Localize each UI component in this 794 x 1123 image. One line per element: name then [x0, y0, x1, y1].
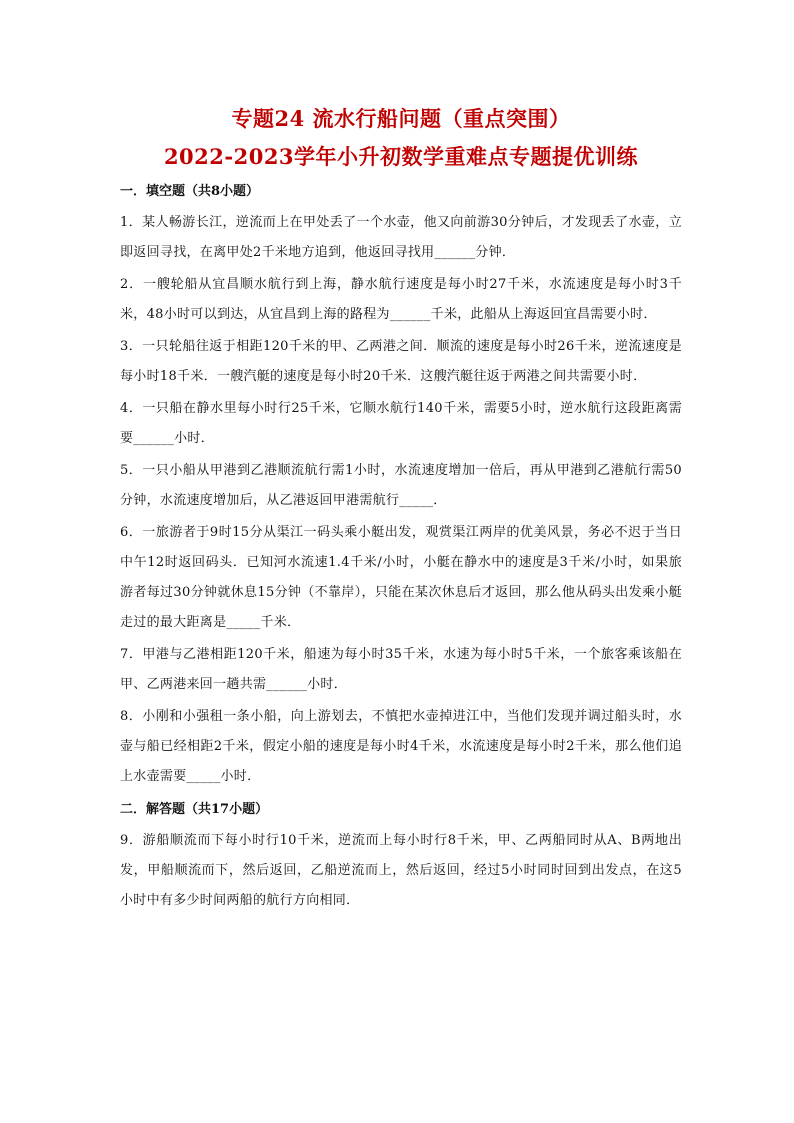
question-6: 6．一旅游者于9时15分从渠江一码头乘小艇出发，观赏渠江两岸的优美风景，务必不迟于当日中午12时返回码头．已知河水流速1.4千米/小时，小艇在静水中的速度是3千米/小时，如果旅游者每过30分钟就休息15分钟（不靠岸），只能在某次休息后才返回，那么他从码头出发乘小艇走过的最大距离是_____千米．	[120, 525, 682, 630]
question-7: 7．甲港与乙港相距120千米，船速为每小时35千米，水速为每小时5千米，一个旅客乘该船在甲、乙两港来回一趟共需______小时．	[120, 647, 682, 692]
question-1: 1．某人畅游长江，逆流而上在甲处丢了一个水壶，他又向前游30分钟后，才发现丢了水壶，立即返回寻找，在离甲处2千米地方追到，他返回寻找用______分钟．	[120, 215, 682, 260]
question-2: 2．一艘轮船从宜昌顺水航行到上海，静水航行速度是每小时27千米，水流速度是每小时3千米，48小时可以到达，从宜昌到上海的路程为______千米，此船从上海返回宜昌需要小时．	[120, 277, 682, 322]
section-heading-solve: 二．解答题（共17小题）	[120, 802, 269, 817]
document-title-line2: 2022-2023学年小升初数学重难点专题提优训练	[163, 144, 639, 169]
question-5: 5．一只小船从甲港到乙港顺流航行需1小时，水流速度增加一倍后，再从甲港到乙港航行需50分钟，水流速度增加后，从乙港返回甲港需航行_____．	[120, 463, 682, 508]
question-8: 8．小刚和小强租一条小船，向上游划去，不慎把水壶掉进江中，当他们发现并调过船头时，水壶与船已经相距2千米，假定小船的速度是每小时4千米，水流速度是每小时2千米，那么他们追上水壶需要_____小时．	[120, 709, 682, 784]
section-heading-fill-in: 一．填空题（共8小题）	[120, 184, 260, 199]
document-title-line1: 专题24 流水行船问题（重点突围）	[231, 106, 571, 131]
question-9: 9．游船顺流而下每小时行10千米，逆流而上每小时行8千米，甲、乙两船同时从A、B两地出发，甲船顺流而下，然后返回，乙船逆流而上，然后返回，经过5小时同时回到出发点，在这5小时中有多少时间两船的航行方向相同．	[120, 833, 682, 908]
question-3: 3．一只轮船往返于相距120千米的甲、乙两港之间．顺流的速度是每小时26千米，逆流速度是每小时18千米．一艘汽艇的速度是每小时20千米．这艘汽艇往返于两港之间共需要小时．	[120, 339, 682, 384]
question-4: 4．一只船在静水里每小时行25千米，它顺水航行140千米，需要5小时，逆水航行这段距离需要______小时．	[120, 401, 682, 446]
